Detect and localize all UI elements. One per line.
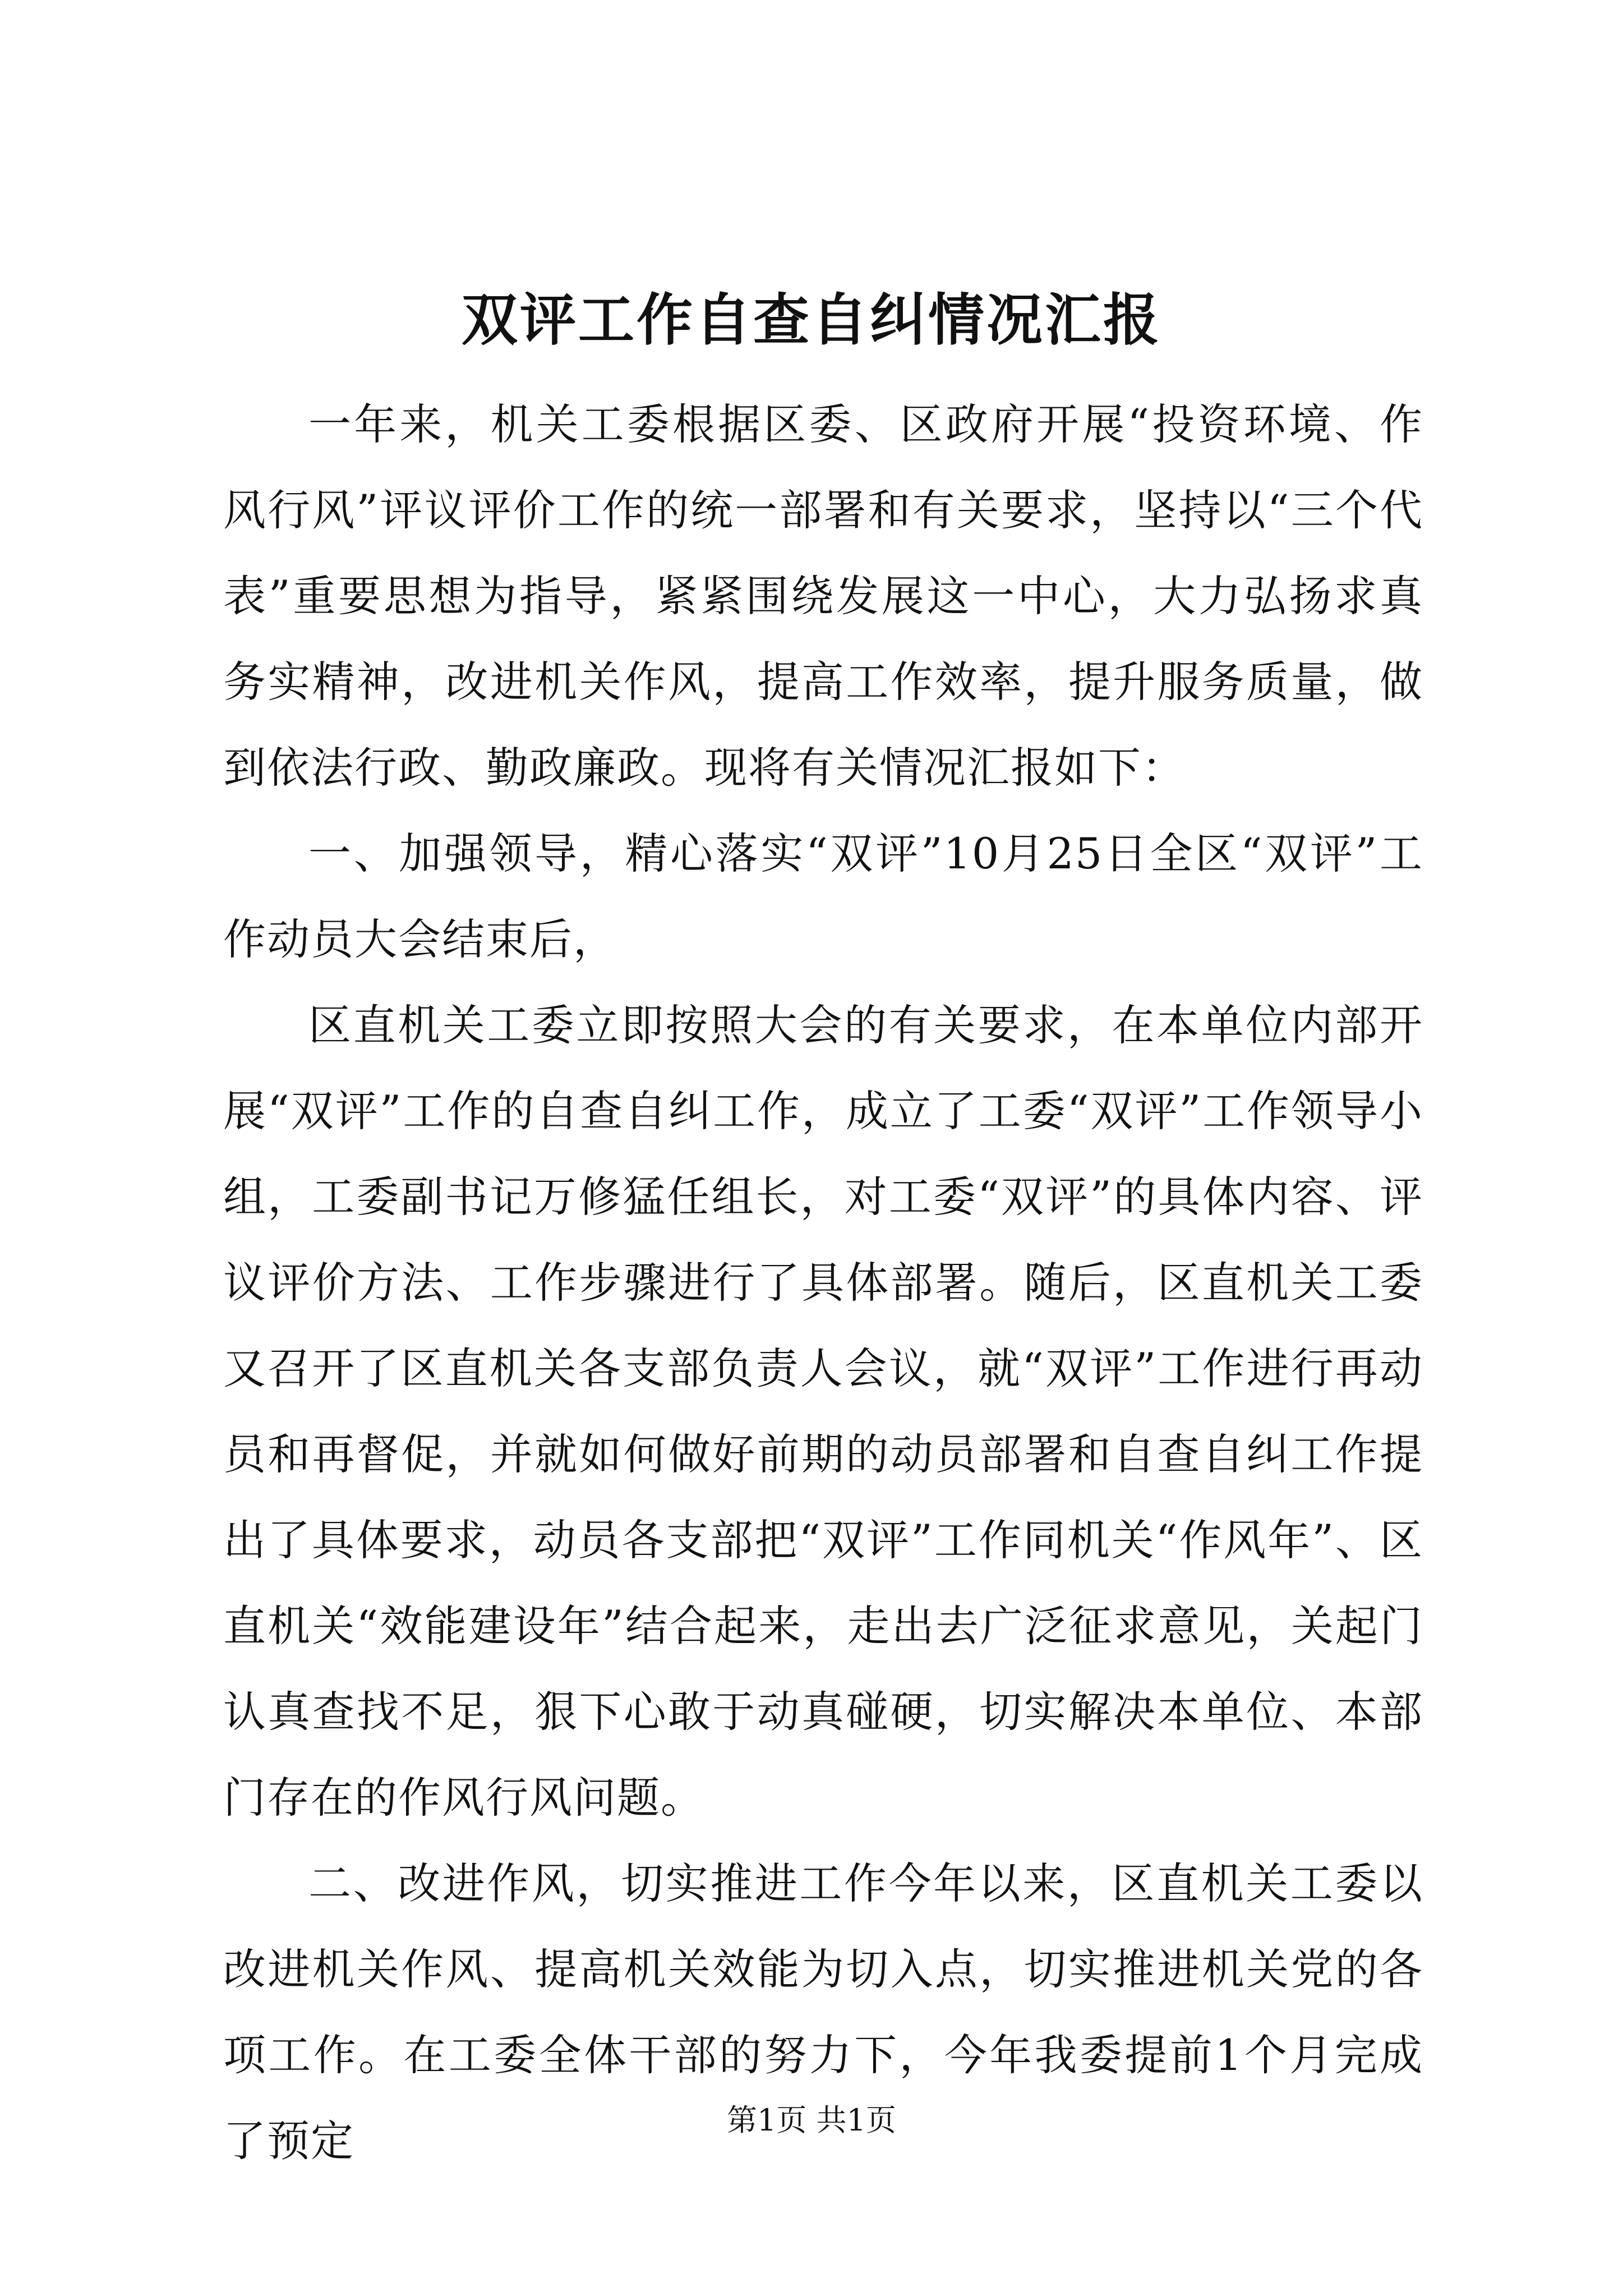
document-body (223, 381, 1423, 2184)
page-footer: 第1页 共1页 (727, 2102, 896, 2138)
paragraph-section-1-body: 区直机关工委立即按照大会的有关要求，在本单位内部开展“双评”工作的自查自纠工作，成立了工委“双评”工作领导小组，工委副书记万修猛任组长，对工委“双评”的具体内容、评议评价方法、工作步骤进行了具体部署。随后，区直机关工委又召开了区直机关各支部负责人会议，就“双评”工作进行再动员和再督促，并就如何做好前期的动员部署和自查自纠工作提出了具体要求，动员各支部把“双评”工作同机关“作风年”、区直机关“效能建设年”结合起来，走出去广泛征求意见，关起门认真查找不足，狠下心敢于动真碰硬，切实解决本单位、本部门存在的作风行风问题。 (223, 1000, 1423, 1823)
paragraph-intro: 一年来，机关工委根据区委、区政府开展“投资环境、作风行风”评议评价工作的统一部署和有关要求，坚持以“三个代表”重要思想为指导，紧紧围绕发展这一中心，大力弘扬求真务实精神，改进机关作风，提高工作效率，提升服务质量，做到依法行政、勤政廉政。现将有关情况汇报如下： (223, 399, 1423, 793)
paragraph-section-2: 二、改进作风，切实推进工作今年以来，区直机关工委以改进机关作风、提高机关效能为切入点，切实推进机关党的各项工作。在工委全体干部的努力下，今年我委提前1个月完成了预定 (223, 1858, 1423, 2166)
paragraph-section-1-heading: 一、加强领导，精心落实“双评”10月25日全区“双评”工作动员大会结束后， (223, 829, 1423, 964)
document-title: 双评工作自查自纠情况汇报 (462, 287, 1161, 353)
